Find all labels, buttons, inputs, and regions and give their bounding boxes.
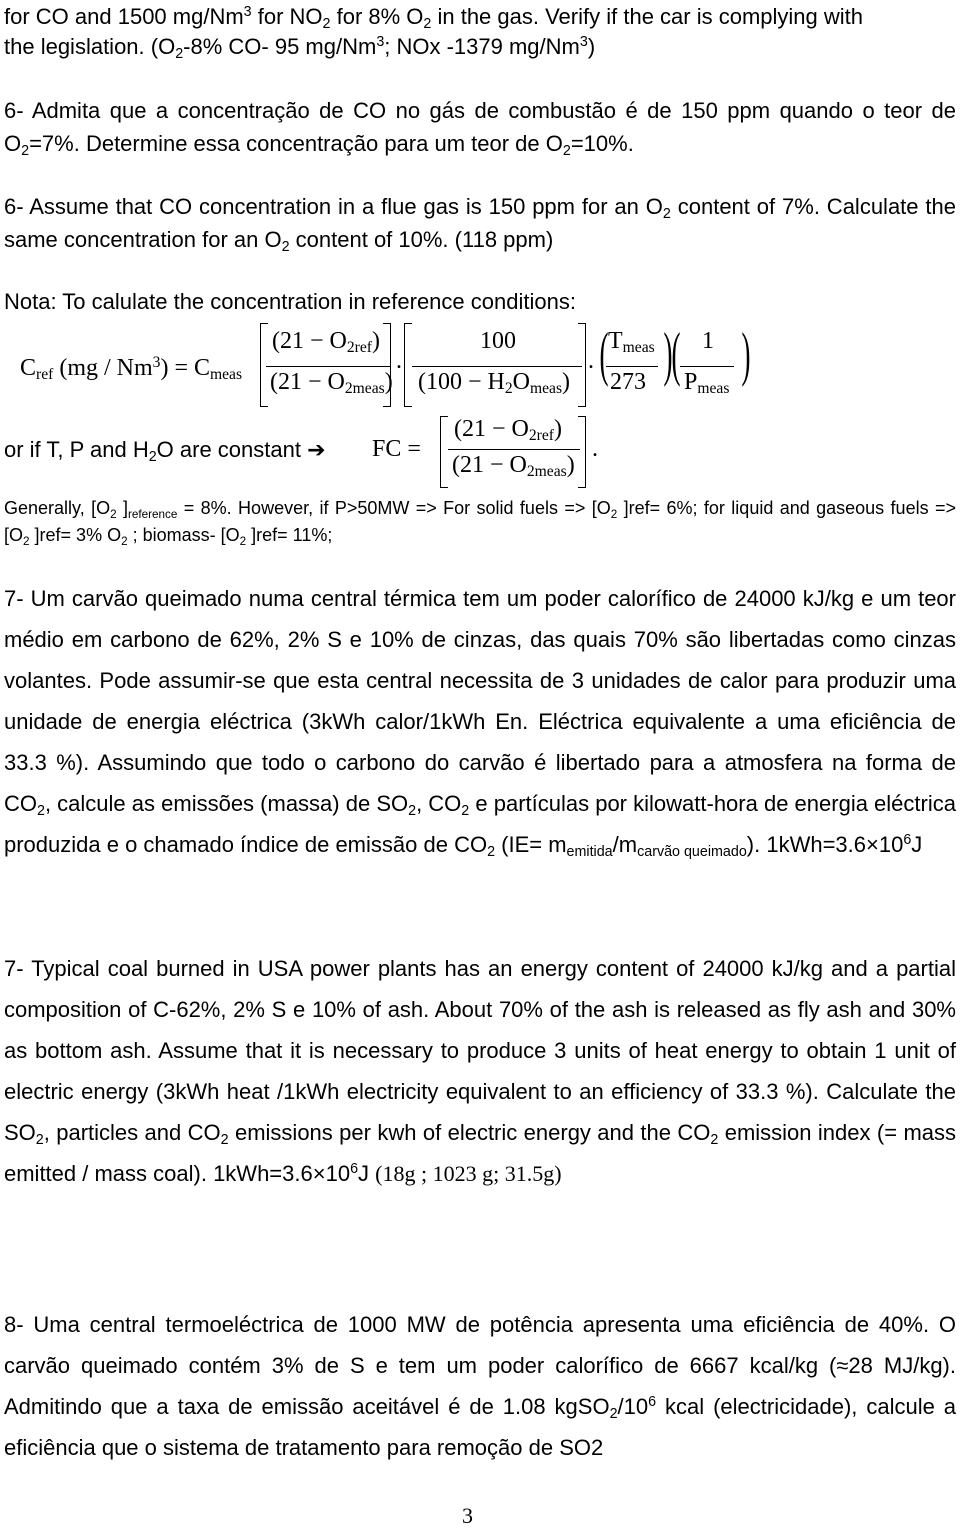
left-bracket bbox=[404, 323, 412, 407]
fraction4-bar bbox=[680, 366, 734, 367]
question-6-english: 6- Assume that CO concentration in a flue gas is 150 ppm for an $O_2$ content of 7%. Calculate the same concentration for an $O_2$ content of 10%. (118 ppm) bbox=[4, 194, 956, 255]
question-7-portuguese: 7- Um carvão queimado numa central térmica tem um poder calorífico de 24000 kJ/kg e um teor médio em carbono de 62%, 2% S e 10% de cinzas, das quais 70% são libertadas como cinzas volantes. Pode assumir-se que esta central necessita de 3 unidades de calor para produzir uma unidade de energia eléctrica (3kWh calor/1kWh En. Eléctrica equivalente a uma eficiência de 33.3 %). Assumindo que todo o carbono do carvão é libertado para a atmosfera na forma de $CO_2$, calcule as emissões (massa) de $SO_2$, $CO_2$ e partículas por kilowatt-hora de energia eléctrica produzida e o chamado índice de emissão de $CO_2$ $(IE= m_{emitida}/m_{carvão queimado})$. $1kWh=3.6\times 10^6J$ bbox=[4, 586, 956, 860]
fc-condition-text: or if T, P and $H_2O$ are constant ➔ bbox=[4, 437, 326, 465]
question-7-english: 7- Typical coal burned in USA power plants has an energy content of 24000 kJ/kg and a partial composition of C-62%, 2% S e 10% of ash. About 70% of the ash is released as fly ash and 30% as bottom ash. Assume that it is necessary to produce 3 units of heat energy to obtain 1 unit of electric energy (3kWh heat /1kWh electricity equivalent to an efficiency of 33.3 %). Calculate the $SO_2$, particles and $CO_2$ emissions per kwh of electric energy and the $CO_2$ emission index (= mass emitted / mass coal). $1kWh=3.6\times 10^6J$ (18g ; 1023 g; 31.5g) bbox=[4, 956, 956, 1186]
formula-lhs: $C_{ref}$ $(mg / Nm^3) = C_{meas}$ bbox=[20, 354, 243, 383]
fraction2-denominator: $(100 - H_2O_{meas})$ bbox=[418, 369, 571, 397]
q5-english-tail: for CO and 1500 mg/Nm$^3$ for $NO_2$ for 8% $O_2$ in the gas. Verify if the car is complying with the legislation. ($O_2-8\%$ CO- 95 mg/Nm$^3$; NOx -1379 mg/Nm$^3$) bbox=[4, 4, 863, 62]
dot-operator: . bbox=[592, 436, 598, 462]
fraction3-bar bbox=[606, 366, 658, 367]
fraction4-numerator: 1 bbox=[702, 328, 714, 354]
fc-numerator: $(21 - O_{2ref})$ bbox=[454, 416, 562, 444]
fraction2-numerator: 100 bbox=[480, 328, 516, 354]
page-number: 3 bbox=[462, 1503, 473, 1528]
left-bracket bbox=[440, 416, 448, 488]
left-paren: ( bbox=[671, 321, 681, 387]
right-paren: ) bbox=[663, 321, 673, 387]
left-paren: ( bbox=[599, 321, 609, 387]
fraction2-bar bbox=[412, 366, 582, 367]
question-8-portuguese: 8- Uma central termoeléctrica de 1000 MW de potência apresenta uma eficiência de 40%. O carvão queimado contém 3% de S e tem um poder calorífico de 6667 kcal/kg (≈28 MJ/kg). Admitindo que a taxa de emissão aceitável é de 1.08 $kgSO_2/10^6$ kcal (electricidade), calcule a eficiência que o sistema de tratamento para remoção de SO2 bbox=[4, 1312, 956, 1460]
fc-denominator: $(21 - O_{2meas})$ bbox=[452, 452, 575, 480]
right-paren: ) bbox=[741, 321, 751, 387]
fraction1-denominator: $(21 - O_{2meas})$ bbox=[270, 369, 393, 397]
question-6-portuguese: 6- Admita que a concentração de CO no gás de combustão é de 150 ppm quando o teor de $O_2=7\%$. Determine essa concentração para um teor de $O_2=10\%$. bbox=[4, 98, 956, 159]
left-bracket bbox=[260, 323, 268, 407]
fraction3-numerator: $T_{meas}$ bbox=[608, 328, 655, 356]
fc-fraction-bar bbox=[448, 449, 580, 450]
right-bracket bbox=[578, 416, 586, 488]
fc-label: FC = bbox=[372, 436, 421, 462]
arrow-right-icon: ➔ bbox=[307, 438, 326, 463]
dot-operator: . bbox=[396, 348, 402, 374]
fraction1-bar bbox=[266, 366, 390, 367]
answer-values: (18g ; 1023 g; 31.5g) bbox=[375, 1161, 562, 1186]
fraction3-denominator: 273 bbox=[610, 369, 646, 395]
fraction4-denominator: $P_{meas}$ bbox=[684, 369, 730, 397]
right-bracket bbox=[383, 323, 391, 407]
note-reference-conditions: Nota: To calulate the concentration in reference conditions: bbox=[4, 289, 576, 314]
fraction1-numerator: $(21 - O_{2ref})$ bbox=[272, 328, 380, 356]
dot-operator: . bbox=[588, 348, 594, 374]
right-bracket bbox=[578, 323, 586, 407]
generally-reference-values: Generally, [$O_2$ ]$_{reference} = 8\%$. However, if P>50MW => For solid fuels => [$O_2$ ]ref= 6%; for liquid and gaseous fuels => [$O_2$ ]ref= 3% $O_2$ ; biomass- [$O_2$ ]ref= 11%; bbox=[4, 498, 956, 548]
